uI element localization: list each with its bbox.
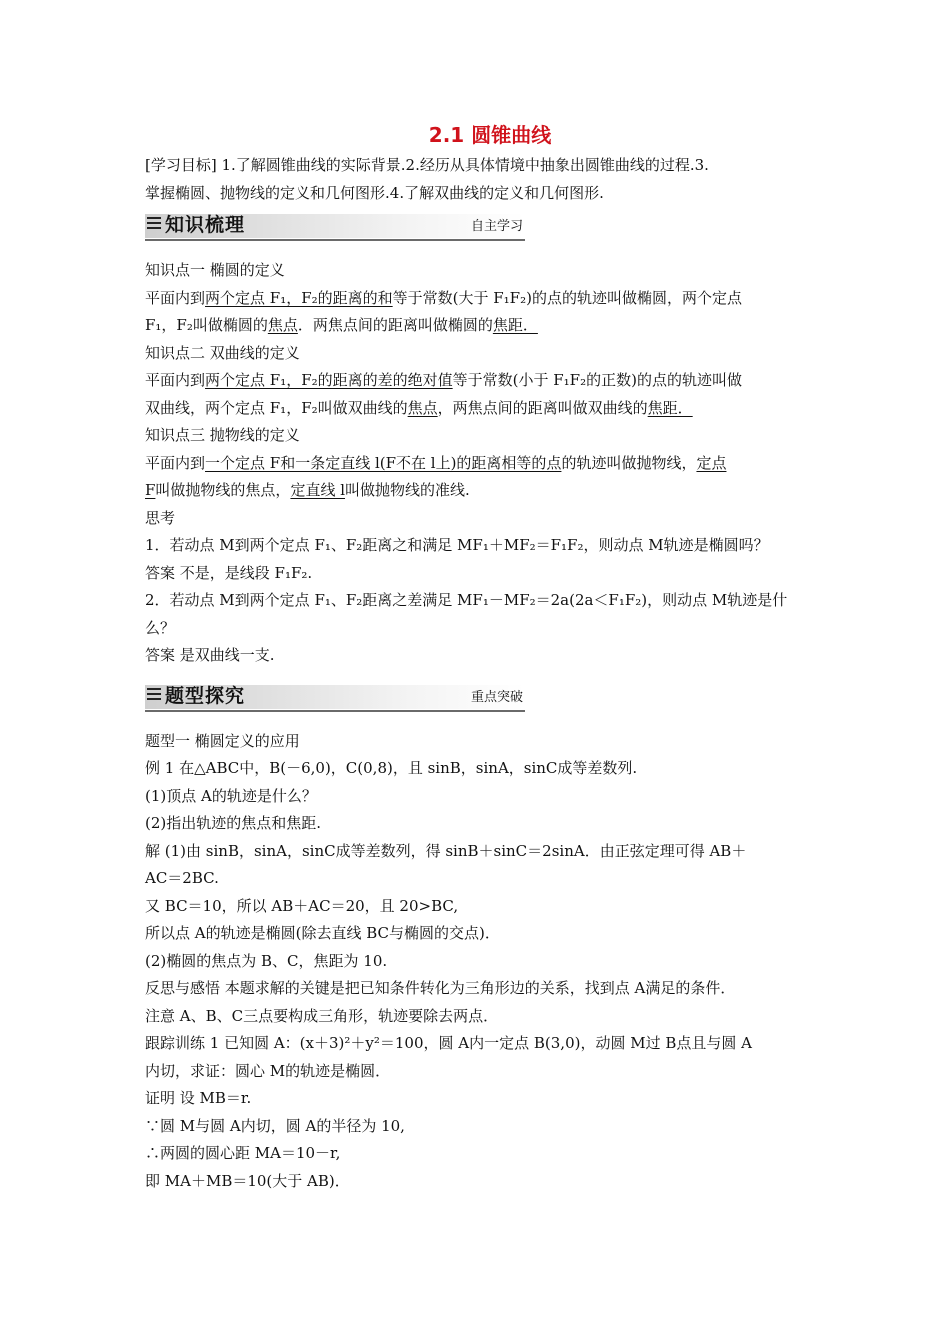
think-label: 思考 xyxy=(145,508,176,527)
page-title: 2.1 圆锥曲线 xyxy=(428,123,552,147)
section-bar-problems xyxy=(145,682,525,710)
solution-line: 所以点 A的轨迹是椭圆(除去直线 BC与椭圆的交点)． xyxy=(145,924,500,942)
problem-type-1-title: 题型一 椭圆定义的应用 xyxy=(145,731,300,750)
example-1-part-1: (1)顶点 A的轨迹是什么？ xyxy=(145,786,317,805)
solution-line: (2)椭圆的焦点为 B、C，焦距为 10. xyxy=(145,951,388,970)
knowledge-point-2-text: 平面内到两个定点 F₁，F₂的距离的差的绝对值等于常数(小于 F₁F₂的正数)的点的轨迹叫做 xyxy=(145,371,742,389)
training-line: 跟踪训练 1 已知圆 A：(x＋3)²＋y²＝100，圆 A内一定点 B(3,0)，动圆 M过 B点且与圆 A xyxy=(145,1034,752,1052)
section-subtitle: 重点突破 xyxy=(470,689,523,705)
reflection-line: 反思与感悟 本题求解的关键是把已知条件转化为三角形边的关系，找到点 A满足的条件． xyxy=(145,979,736,997)
knowledge-point-1-text: 平面内到两个定点 F₁，F₂的距离的和等于常数(大于 F₁F₂)的点的轨迹叫做椭圆，两个定点 xyxy=(145,288,742,307)
document-page xyxy=(145,118,825,1195)
section-heading: 题型探究 xyxy=(165,684,246,707)
objectives-line-1: [学习目标] 1.了解圆锥曲线的实际背景.2.经历从具体情境中抽象出圆锥曲线的过程.3. xyxy=(145,156,709,174)
think-question-1: 1．若动点 M到两个定点 F₁、F₂距离之和满足 MF₁＋MF₂＝F₁F₂，则动点 M轨迹是椭圆吗？ xyxy=(145,536,769,554)
section-marker-icon xyxy=(147,688,161,704)
knowledge-point-3-title: 知识点三 抛物线的定义 xyxy=(145,426,300,444)
section-subtitle: 自主学习 xyxy=(470,219,523,234)
proof-line: 即 MA＋MB＝10(大于 AB)． xyxy=(145,1171,350,1190)
section-heading: 知识梳理 xyxy=(165,214,246,236)
solution-line: 解 (1)由 sinB，sinA，sinC成等差数列，得 sinB＋sinC＝2sinA．由正弦定理可得 AB＋ xyxy=(145,841,747,860)
think-question-2-cont: 么？ xyxy=(145,618,176,637)
section-bar-knowledge xyxy=(145,211,525,239)
think-answer-1: 答案 不是，是线段 F₁F₂. xyxy=(145,563,313,582)
example-1: 例 1 在△ABC中，B(－6,0)，C(0,8)，且 sinB，sinA，sinC成等差数列. xyxy=(145,759,638,777)
reflection-line: 注意 A、B、C三点要构成三角形，轨迹要除去两点． xyxy=(145,1006,499,1025)
think-question-2: 2．若动点 M到两个定点 F₁、F₂距离之差满足 MF₁－MF₂＝2a(2a＜F₁F₂)，则动点 M轨迹是什 xyxy=(145,591,788,609)
knowledge-point-2-text: 双曲线，两个定点 F₁，F₂叫做双曲线的焦点，两焦点间的距离叫做双曲线的焦距． xyxy=(145,398,693,417)
knowledge-point-2-title: 知识点二 双曲线的定义 xyxy=(145,343,300,362)
knowledge-point-3-text: 平面内到一个定点 F和一条定直线 l(F不在 l上)的距离相等的点的轨迹叫做抛物线，定点 xyxy=(145,453,727,472)
knowledge-point-1-text: F₁，F₂叫做椭圆的焦点．两焦点间的距离叫做椭圆的焦距． xyxy=(145,316,538,334)
think-answer-2: 答案 是双曲线一支. xyxy=(145,646,275,664)
knowledge-point-1-title: 知识点一 椭圆的定义 xyxy=(145,261,285,279)
objectives-line-2: 掌握椭圆、抛物线的定义和几何图形.4.了解双曲线的定义和几何图形. xyxy=(145,183,604,202)
proof-line: 证明 设 MB＝r. xyxy=(145,1089,252,1107)
solution-line: 又 BC＝10，所以 AB＋AC＝20，且 20>BC, xyxy=(145,896,459,915)
proof-line: ∴两圆的圆心距 MA＝10－r, xyxy=(145,1144,341,1162)
training-line: 内切，求证：圆心 M的轨迹是椭圆． xyxy=(145,1061,391,1080)
knowledge-point-3-text: F叫做抛物线的焦点，定直线 l叫做抛物线的准线. xyxy=(145,481,470,499)
proof-line: ∵圆 M与圆 A内切，圆 A的半径为 10, xyxy=(145,1116,405,1135)
solution-line: AC＝2BC. xyxy=(145,869,219,887)
example-1-part-2: (2)指出轨迹的焦点和焦距. xyxy=(145,814,322,832)
section-marker-icon xyxy=(147,217,161,233)
